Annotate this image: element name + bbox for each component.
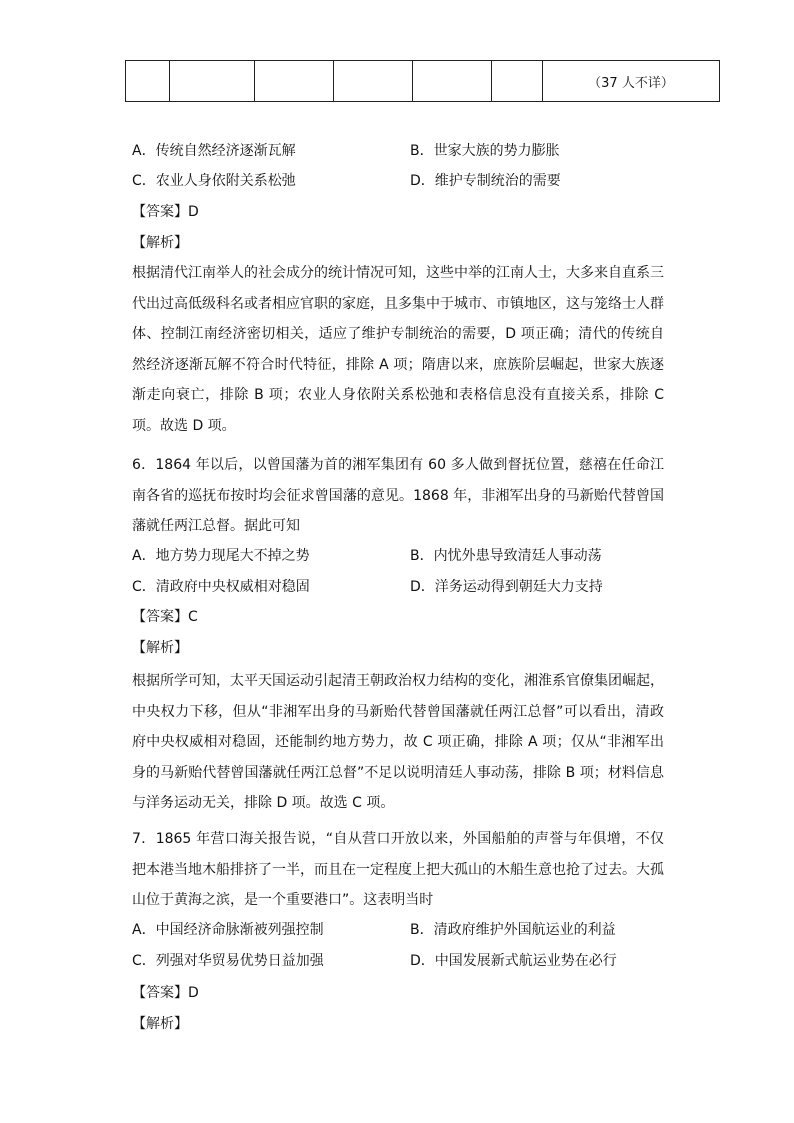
q5-answer: 【答案】D [132,204,199,220]
q6-stem: 6．1864 年以后，以曾国藩为首的湘军集团有 60 多人做到督抚位置，慈禧在任命江南各省的巡抚布按时均会征求曾国藩的意见。1868 年，非湘军出身的马新贻代替曾国藩就任两江总督。据此可知 [132,457,664,534]
q6-option-a: A．地方势力现尾大不掉之势 [132,548,310,564]
q5-option-b: B．世家大族的势力膨胀 [410,143,560,159]
table-cell [255,61,334,102]
q6-answer: 【答案】C [132,609,198,625]
table-cell [334,61,413,102]
q6-option-b: B．内忧外患导致清廷人事动荡 [410,548,602,564]
q5-option-d: D．维护专制统治的需要 [410,173,561,189]
table-cell-note: （37 人不详） [543,61,720,102]
q7-stem: 7．1865 年营口海关报告说，“自从营口开放以来，外国船舶的声誉与年俱增，不仅把本港当地木船排挤了一半，而且在一定程度上把大孤山的木船生意也抢了过去。大孤山位于黄海之滨，是一个重要港口”。这表明当时 [132,831,664,908]
q6-analysis: 根据所学可知，太平天国运动引起清王朝政治权力结构的变化，湘淮系官僚集团崛起，中央权力下移，但从“非湘军出身的马新贻代替曾国藩就任两江总督”可以看出，清政府中央权威相对稳固，还能制约地方势力，故 C 项正确，排除 A 项；仅从“非湘军出身的马新贻代替曾国藩就任两江总督”不足以说明清廷人事动荡，排除 B 项；材料信息与洋务运动无关，排除 D 项。故选 C 项。 [132,673,664,811]
q6-option-c: C．清政府中央权威相对稳固 [132,579,310,595]
q7-analysis-label: 【解析】 [132,1016,188,1032]
table-cell [413,61,492,102]
q6-option-d: D．洋务运动得到朝廷大力支持 [410,579,603,595]
table-cell [492,61,543,102]
q5-analysis-label: 【解析】 [132,235,188,251]
table-row [126,61,720,102]
table-fragment [125,60,720,102]
q7-option-b: B．清政府维护外国航运业的利益 [410,922,616,938]
q7-answer: 【答案】D [132,985,199,1001]
q6-analysis-label: 【解析】 [132,640,188,656]
q7-option-a: A．中国经济命脉渐被列强控制 [132,922,324,938]
q7-option-d: D．中国发展新式航运业势在必行 [410,953,617,969]
q7-option-c: C．列强对华贸易优势日益加强 [132,953,324,969]
q5-option-c: C．农业人身依附关系松弛 [132,173,296,189]
q5-option-a: A．传统自然经济逐渐瓦解 [132,143,296,159]
q5-analysis: 根据清代江南举人的社会成分的统计情况可知，这些中举的江南人士，大多来自直系三代出过高低级科名或者相应官职的家庭，且多集中于城市、市镇地区，这与笼络士人群体、控制江南经济密切相关，适应了维护专制统治的需要，D 项正确；清代的传统自然经济逐渐瓦解不符合时代特征，排除 A 项；隋唐以来，庶族阶层崛起，世家大族逐渐走向衰亡，排除 B 项；农业人身依附关系松弛和表格信息没有直接关系，排除 C 项。故选 D 项。 [132,265,664,434]
table-cell [126,61,170,102]
table-cell [170,61,255,102]
